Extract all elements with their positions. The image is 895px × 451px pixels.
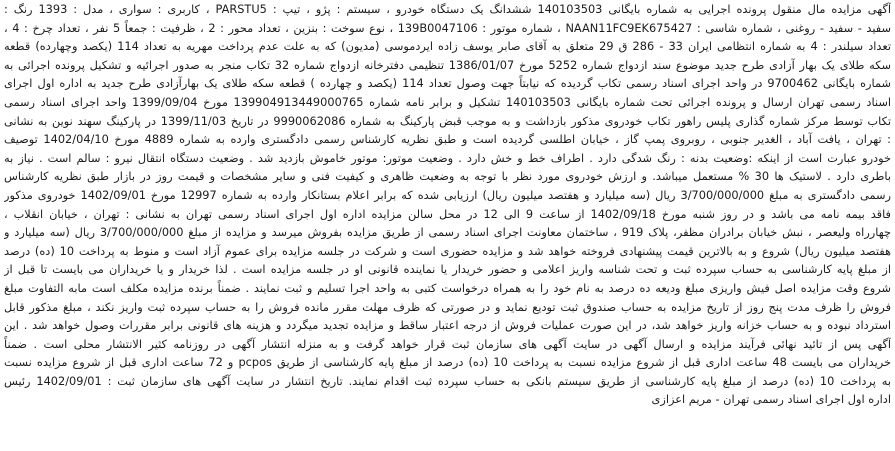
notice-line-22: اداره اول اجرای اسناد رسمی تهران - مریم اعزازی [651, 392, 891, 407]
notice-line-18: استرداد نبوده و به حساب خزانه واریز خواهد شد، در این صورت عملیات فروش از درجه اعتبار ساقط و مزایده تجدید میگردد و هزینه های قانونی برابر مقررات وصول خواهد شد . این [4, 318, 891, 333]
notice-line-19: آگهی پس از تائید نهائی فرآیند مزایده و ارسال آگهی در سایت آگهی های سازمان ثبت قرار خواهد گرفت و به منزله انتشار آگهی در روزنامه کثیر الانتشار محلی است . ضمناً [4, 336, 891, 351]
notice-line-15: از مبلغ پایه کارشناسی به حساب سپرده ثبت و تحت شناسه واریز اعلامی و حضور خریدار یا نماینده قانونی او در جلسه مزایده است . لذا خریدار و یا خریداران می بایست تا قبل از [4, 262, 891, 277]
notice-line-3: تعداد سیلندر : 4 به شماره انتظامی ایران 33 - 286 ق 29 متعلق به آقای صابر یوسف زاده ایردموسی (مدیون) که به علت عدم پرداخت مهریه به تعداد 114 (یکصد وچهارده) قطعه [4, 39, 891, 54]
notice-line-2: سفید - سفید - روغنی ، شماره شاسی : NAAN11FC9EK675427 ، شماره موتور : 139B0047106 ، نوع سوخت : بنزین ، تعداد محور : 2 ، ظرفیت : جمعاً 5 نفر ، تعداد چرخ : 4 ، [4, 20, 891, 35]
notice-line-7: تکاب توسط مرکز شماره گذاری پلیس راهور تکاب خودروی مذکور بازداشت و به موجب قبض پارکینگ به شماره 9990062086 در تاریخ 1399/11/03 در پارکینگ سهند نوین به نشانی [4, 113, 891, 128]
notice-line-1: آگهی مزایده مال منقول پرونده اجرایی به شماره بایگانی 140103503 ششدانگ یک دستگاه خودرو ، سیستم : پژو ، تیپ : PARSTU5 ، کاربری : سواری ، مدل : 1393 رنگ : [4, 2, 891, 16]
notice-line-4: سکه طلای یک بهار آزادی طرح جدید موضوع سند ازدواج شماره 5252 مورخ 1386/01/07 تنظیمی دفترخانه ازدواج شماره 32 تکاب منجر به صدور اجرائیه و تشکیل پرونده اجرائی به [4, 57, 891, 72]
notice-line-20: خریداران می بایست 48 ساعت اداری قبل از شروع مزایده نسبت به پرداخت 10 (ده) درصد از مبلغ پایه کارشناسی از طریق pcpos و 72 ساعت اداری قبل از شروع مزایده نسبت [4, 355, 891, 370]
notice-line-8: : تهران ، یافت آباد ، الغدیر جنوبی ، روبروی پمپ گاز ، خیابان اطلسی گردیده است و طبق نظریه کارشناس رسمی دادگستری وارده به شماره 4889 مورخ 1402/04/10 توصیف [4, 132, 891, 147]
notice-line-12: فاقد بیمه نامه می باشد و در روز شنبه مورخ 1402/09/18 از ساعت 9 الی 12 در محل سالن مزایده اداره اول اجرای اسناد رسمی تهران به نشانی : تهران ، خیابان انقلاب ، [4, 206, 891, 221]
notice-line-13: چهارراه ولیعصر ، نبش خیابان برادران مظفر، پلاک 919 ، ساختمان معاونت اجرای اسناد رسمی از طریق مزایده بفروش میرسد و مزایده از مبلغ 3/700/000/000 ریال (سه میلیارد و [4, 225, 891, 240]
notice-line-16: شروع وقت مزایده اصل فیش واریزی مبلغ ودیعه ده درصد به نام خود را به همراه درخواست کتبی به واحد اجرا تسلیم و ثبت نمایند . ضمناً برنده مزایده مکلف است مابه التفاوت مبلغ [4, 280, 891, 295]
notice-line-14: هفتصد میلیون ریال) شروع و به بالاترین قیمت پیشنهادی فروخته خواهد شد و مزایده حضوری است و شرکت در جلسه مزایده برای عموم آزاد است و منوط به پرداخت 10 (ده) درصد [4, 243, 891, 258]
notice-line-5: شماره بایگانی 9700462 در واحد اجرای اسناد رسمی تکاب گردیده که نیابتاً جهت وصول تعداد 114 (یکصد و چهارده ) قطعه سکه طلای یک بهارآزادی طرح جدید به اداره اول اجرای [4, 76, 891, 91]
notice-line-17: فروش را ظرف مدت پنج روز از تاریخ مزایده به حساب صندوق ثبت تودیع نماید و در صورتی که ظرف مهلت مقرر مانده فروش را به حساب سپرده ثبت واریز نکند ، مبلغ مذکور قابل [4, 299, 891, 314]
notice-line-21: به پرداخت 10 (ده) درصد از مبلغ پایه کارشناسی از طریق سیستم بانکی به حساب سپرده ثبت اقدام نمایند. تاریخ انتشار در سایت آگهی های سازمان ثبت : 1402/09/01 رئیس [4, 373, 891, 388]
notice-line-6: اسناد رسمی تهران ارسال و پرونده اجرائی تحت شماره بایگانی 140103503 تشکیل و برابر نامه شماره 139904913449000765 مورخ 1399/09/04 واحد اجرای اسناد رسمی [4, 94, 891, 109]
notice-line-10: باطری دارد . لاستیک ها 30 % مستعمل میباشد. و ارزش خودروی مورد نظر با توجه به وضعیت ظاهری و کیفیت فنی و سایر مشخصات و قیمت روز در بازار طبق نظریه کارشناس [4, 169, 891, 184]
notice-line-11: رسمی دادگستری به مبلغ 3/700/000/000 ریال (سه میلیارد و هفتصد میلیون ریال) ارزیابی شده که برابر اعلام بستانکار وارده به شماره 12997 مورخ 1402/09/01 خودروی مذکور [4, 187, 891, 202]
notice-line-9: خودرو عبارت است از اینکه :وضعیت بدنه : رنگ شدگی دارد . اطراف خط و خش دارد . وضعیت موتور: موتور خاموش بازدید شد . وضعیت دستگاه انتقال نیرو : سالم است . نیاز به [4, 150, 891, 165]
